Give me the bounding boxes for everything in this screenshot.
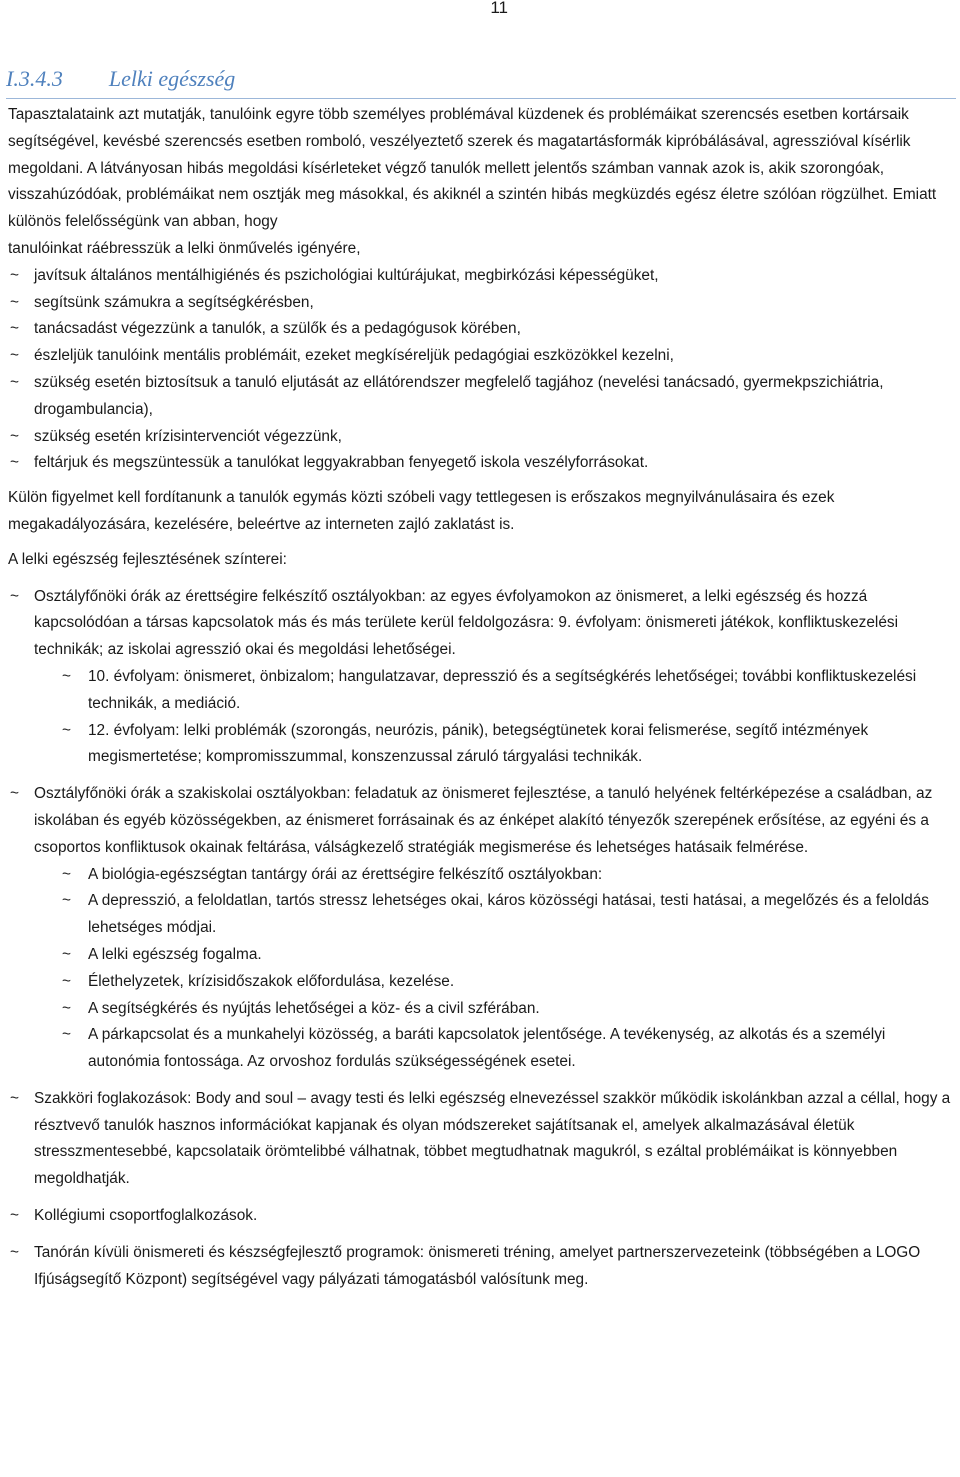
section-title: Lelki egészség <box>108 66 236 91</box>
tilde-bullet-icon: ~ <box>62 999 71 1017</box>
list-item: ~ Élethelyzetek, krízisidőszakok előfordulása, kezelése. <box>60 969 954 996</box>
section-heading <box>6 62 956 99</box>
list-item: ~ javítsuk általános mentálhigiénés és pszichológiai kultúrájukat, megbirkózási képességüket, <box>8 263 954 290</box>
intro-paragraph: Tapasztalataink azt mutatják, tanulóink egyre több személyes problémával küzdenek és problémáikat szerencsés esetben kortársaik segítségével, kevésbé szerencsés esetben romboló, veszélyeztető szerek és magatartásformák kipróbálásával, agresszióval kísérlik megoldani. A látványosan hibás megoldási kísérleteket végző tanulók mellett jelentős számban vannak azok is, akik szorongóak, visszahúzódóak, problémáikat nem osztják meg másokkal, és akiknél a szintén hibás megküzdés egész életre szólóan rögzülhet. Emiatt különös felelősségünk van abban, hogy <box>8 106 937 231</box>
section-number: I.3.4.3 <box>6 66 63 91</box>
list-item: ~ A párkapcsolat és a munkahelyi közösség, a baráti kapcsolatok jelentősége. A tevékenység, az alkotás és a személyi autonómia fontossága. Az orvoshoz fordulás szükségességének esetei. <box>60 1022 954 1076</box>
list-item: ~ tanácsadást végezzünk a tanulók, a szülők és a pedagógusok körében, <box>8 316 954 343</box>
tilde-bullet-icon: ~ <box>10 1089 19 1107</box>
intro-continuation: tanulóinkat ráébresszük a lelki önművelés igényére, <box>8 239 361 257</box>
tilde-bullet-icon: ~ <box>62 667 71 685</box>
tilde-bullet-icon: ~ <box>10 587 19 605</box>
list-item: ~ A depresszió, a feloldatlan, tartós stressz lehetséges okai, káros közösségi hatásai, testi hatásai, a megelőzés és a feloldás lehetséges módjai. <box>60 888 954 942</box>
document-body <box>8 102 954 1293</box>
tilde-bullet-icon: ~ <box>62 865 71 883</box>
scenes-title: A lelki egészség fejlesztésének színterei: <box>8 550 287 568</box>
list-item: ~ 10. évfolyam: önismeret, önbizalom; hangulatzavar, depresszió és a segítségkérés lehetőségei; további konfliktuskezelési technikák, a mediáció. <box>60 664 954 718</box>
scenes-list <box>8 584 954 1294</box>
tilde-bullet-icon: ~ <box>62 945 71 963</box>
tilde-bullet-icon: ~ <box>62 972 71 990</box>
tilde-bullet-icon: ~ <box>10 373 19 391</box>
tilde-bullet-icon: ~ <box>10 266 19 284</box>
tilde-bullet-icon: ~ <box>10 1243 19 1261</box>
list-item: ~ szükség esetén biztosítsuk a tanuló eljutását az ellátórendszer megfelelő tagjához (nevelési tanácsadó, gyermekpszichiátria, drogambulancia), <box>8 370 954 424</box>
list-item: ~ A segítségkérés és nyújtás lehetőségei a köz- és a civil szférában. <box>60 996 954 1023</box>
list-item: ~ 12. évfolyam: lelki problémák (szorongás, neurózis, pánik), betegségtünetek korai felismerése, segítő intézmények megismertetése; kompromisszummal, konszenzussal záruló tárgyalási technikák. <box>60 718 954 772</box>
tilde-bullet-icon: ~ <box>62 892 71 910</box>
tilde-bullet-icon: ~ <box>10 320 19 338</box>
page-number: 11 <box>490 0 508 17</box>
scene-homeroom-secondary: ~ Osztályfőnöki órák az érettségire felkészítő osztályokban: az egyes évfolyamokon az önismeret, a lelki egészség és hozzá kapcsolódóan a társas kapcsolatok más és más területe kerül feldolgozásra: 9. évfolyam: önismereti játékok, konfliktuskezelési technikák; az iskolai agresszió okai és megoldási lehetőségei. ~ 10. évfolyam: önismeret, önbizalom; hangulatzavar, depresszió és a segítségkérés lehetőségei; további konfliktuskezelési technikák, a mediáció. ~ 12. évfolyam: lelki problémák (szorongás, neurózis, pánik), betegségtünetek korai felismerése, segítő intézmények megismertetése; kompromisszummal, konszenzussal záruló tárgyalási technikák. <box>8 584 954 772</box>
scene-extracurricular: ~ Tanórán kívüli önismereti és készségfejlesztő programok: önismereti tréning, amelyet partnerszervezeteink (többségében a LOGO Ifjúságsegítő Központ) segítségével vagy pályázati támogatásból valósítunk meg. <box>8 1240 954 1294</box>
tilde-bullet-icon: ~ <box>10 1207 19 1225</box>
tilde-bullet-icon: ~ <box>10 427 19 445</box>
tilde-bullet-icon: ~ <box>10 347 19 365</box>
scene-dormitory: ~ Kollégiumi csoportfoglalkozások. <box>8 1203 954 1230</box>
list-item: ~ A lelki egészség fogalma. <box>60 942 954 969</box>
tilde-bullet-icon: ~ <box>62 721 71 739</box>
list-item: ~ A biológia-egészségtan tantárgy órái az érettségire felkészítő osztályokban: <box>60 862 954 889</box>
attention-paragraph: Külön figyelmet kell fordítanunk a tanulók egymás közti szóbeli vagy tettlegesen is erőszakos megnyilvánulásaira és ezek megakadályozására, kezelésére, beleértve az interneten zajló zaklatást is. <box>8 489 835 533</box>
list-item: ~ szükség esetén krízisintervenciót végezzünk, <box>8 424 954 451</box>
grade-sublist <box>60 664 954 771</box>
list-item: ~ segítsünk számukra a segítségkérésben, <box>8 290 954 317</box>
scene-study-circle: ~ Szakköri foglakozások: Body and soul – avagy testi és lelki egészség elnevezéssel szakkör működik iskolánkban azzal a céllal, hogy a résztvevő tanulók hasznos információkat kapjanak és olyan módszereket sajátítsanak el, amelyek alkalmazásával életük stresszmentesebbé, kapcsolataik örömtelibbé válhatnak, többet megtudhatnak magukról, s ezáltal problémáikat is könnyebben megoldhatják. <box>8 1086 954 1193</box>
tilde-bullet-icon: ~ <box>10 454 19 472</box>
list-item: ~ feltárjuk és megszüntessük a tanulókat leggyakrabban fenyegető iskola veszélyforrásokat. <box>8 450 954 477</box>
tilde-bullet-icon: ~ <box>62 1026 71 1044</box>
tilde-bullet-icon: ~ <box>10 785 19 803</box>
scene-homeroom-vocational: ~ Osztályfőnöki órák a szakiskolai osztályokban: feladatuk az önismeret fejlesztése, a tanuló helyének feltérképezése a családban, az iskolában és egyéb közösségekben, az énismeret forrásainak és az énképet alakító tényezők szerepének erősítése, az egyéni és a csoportos konfliktusok okainak feltárása, válságkezelő stratégiák megismerése és lehetséges hatásaik felmérése. ~ A biológia-egészségtan tantárgy órái az érettségire felkészítő osztályokban: ~ A depresszió, a feloldatlan, tartós stressz lehetséges okai, káros közösségi hatásai, testi hatásai, a megelőzés és a feloldás lehetséges módjai. ~ A lelki egészség fogalma. ~ Élethelyzetek, krízisidőszakok előfordulása, kezelése. ~ A segítségkérés és nyújtás lehetőségei a köz- és a civil szférában. ~ A párkapcsolat és a munkahelyi közösség, a baráti kapcsolatok jelentősége. A tevékenység, az alkotás és a személyi autonómia fontossága. Az orvoshoz fordulás szükségességének esetei. <box>8 781 954 1076</box>
list-item: ~ észleljük tanulóink mentális problémáit, ezeket megkíséreljük pedagógiai eszközökkel kezelni, <box>8 343 954 370</box>
biology-sublist <box>60 862 954 1076</box>
tilde-bullet-icon: ~ <box>10 293 19 311</box>
goals-list <box>8 263 954 477</box>
